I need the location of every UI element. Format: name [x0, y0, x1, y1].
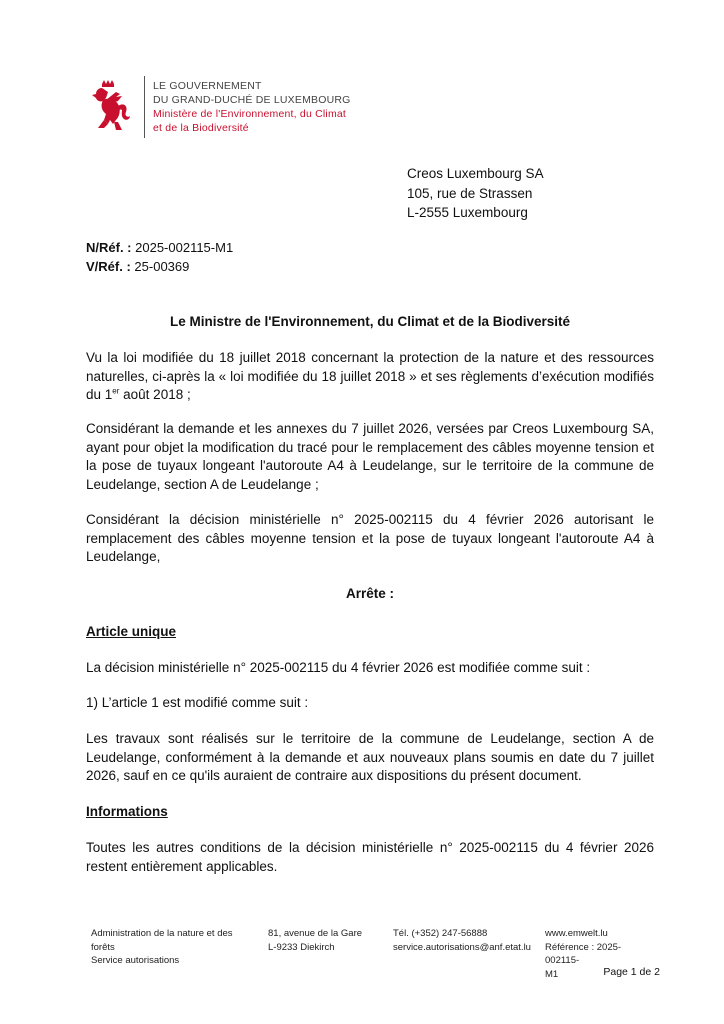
paragraph-article-1: 1) L’article 1 est modifié comme suit : [86, 695, 309, 710]
recipient-name: Creos Luxembourg SA [407, 166, 544, 181]
your-reference-value: 25-00369 [134, 258, 190, 274]
recipient-street: 105, rue de Strassen [407, 185, 533, 201]
page-number: Page 1 de 2 [603, 966, 660, 978]
government-line-1: LE GOUVERNEMENT [153, 80, 262, 92]
paragraph-conditions: Toutes les autres conditions de la décision ministérielle n° 2025-002115 du 4 février 2026 restent entièrement applicables. [86, 840, 654, 874]
footer-contact [393, 927, 533, 954]
article-heading [86, 623, 654, 642]
recipient-address [407, 164, 544, 223]
footer-admin-service: Service autorisations [91, 955, 180, 966]
footer-reference: Référence : 2025-002115- [545, 941, 622, 966]
government-line-2: DU GRAND-DUCHÉ DE LUXEMBOURG [153, 94, 351, 106]
footer-email: service.autorisations@anf.etat.lu [393, 941, 531, 953]
paragraph-legal-basis-text: Vu la loi modifiée du 18 juillet 2018 concernant la protection de la nature et des ressources naturelles, ci-après la « loi modifiée du 18 juillet 2018 » et ses règlements d’exécution modifiés du 1 [86, 350, 654, 402]
footer-street: 81, avenue de la Gare [268, 928, 363, 939]
our-reference-label: N/Réf. : [86, 240, 132, 255]
paragraph-legal-basis-end: août 2018 ; [119, 387, 191, 402]
red-lion-icon [88, 80, 132, 134]
document-title: Le Ministre de l'Environnement, du Climat et de la Biodiversité [169, 314, 571, 329]
superscript-er: er [112, 386, 120, 396]
letterhead-text [153, 79, 351, 135]
paragraph-request: Considérant la demande et les annexes du 7 juillet 2026, versées par Creos Luxembourg SA, ayant pour objet la modification du tracé pour le remplacement des câbles moyenne tension et la pose de tuyaux longeant l'autoroute A4 à Leudelange, sur le territoire de la commune de Leudelange, section A de Leudelange ; [86, 421, 654, 492]
our-reference-value: 2025-002115-M1 [135, 240, 234, 255]
footer-administration [91, 927, 251, 968]
your-reference [86, 258, 233, 277]
footer-admin-name: Administration de la nature et des forêts [91, 928, 233, 953]
footer-address [268, 927, 378, 954]
letterhead-divider [144, 76, 145, 138]
footer-website: www.emwelt.lu [545, 928, 608, 939]
informations-heading [86, 803, 654, 822]
recipient-city: L-2555 Luxembourg [407, 205, 528, 220]
footer-city: L-9233 Diekirch [268, 941, 335, 953]
your-reference-label: V/Réf. : [86, 258, 131, 274]
arrete-heading: Arrête : [345, 586, 394, 601]
paragraph-legal-basis [86, 349, 654, 405]
ministry-line-1: Ministère de l'Environnement, du Climat [153, 108, 347, 120]
references [86, 239, 233, 276]
footer-phone: Tél. (+352) 247-56888 [393, 928, 488, 939]
our-reference [86, 239, 233, 258]
informations-heading-text: Informations [86, 804, 168, 819]
paragraph-prior-decision: Considérant la décision ministérielle n° 2025-002115 du 4 février 2026 autorisant le remplacement des câbles moyenne tension et la pose de tuyaux longeant l'autoroute A4 à Leudelange, [86, 512, 654, 564]
paragraph-works: Les travaux sont réalisés sur le territoire de la commune de Leudelange, section A de Leudelange, conformément à la demande et aux nouveaux plans soumis en date du 7 juillet 2026, sauf en ce qu'ils auraient de contraire aux dispositions du présent document. [86, 731, 654, 783]
footer-reference-suffix: M1 [545, 968, 559, 980]
ministry-line-2: et de la Biodiversité [153, 122, 249, 134]
article-heading-text: Article unique [86, 624, 177, 639]
paragraph-modification: La décision ministérielle n° 2025-002115 du 4 février 2026 est modifiée comme suit : [86, 660, 591, 675]
